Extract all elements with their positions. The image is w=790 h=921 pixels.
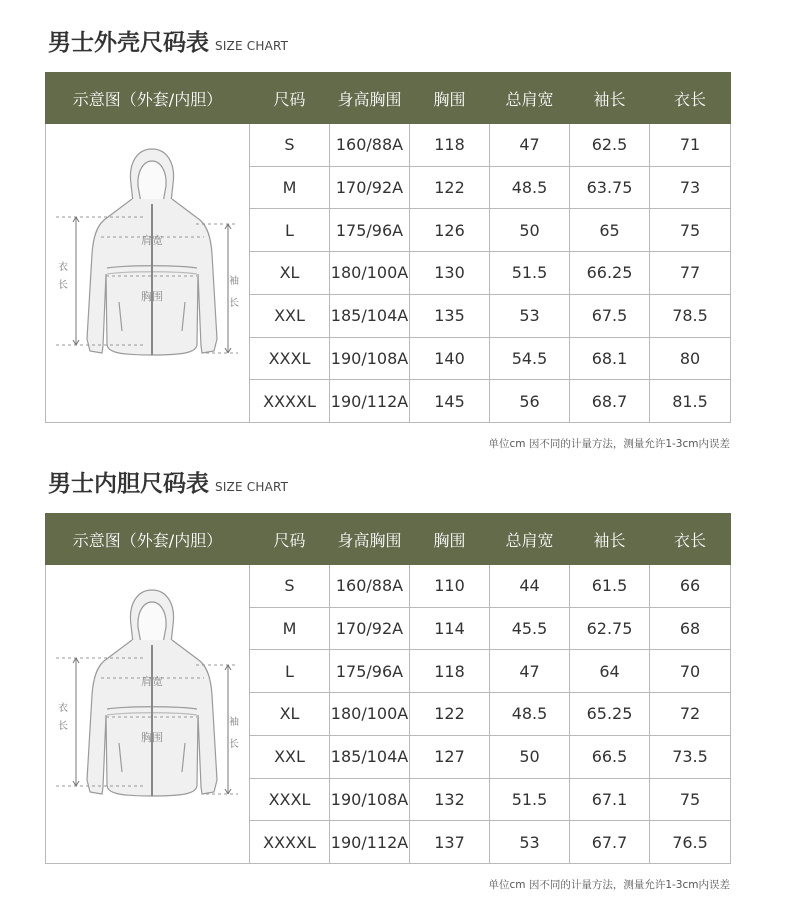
- cell-chest: 118: [410, 124, 490, 167]
- cell-size: XXL: [250, 735, 330, 778]
- cell-size: S: [250, 124, 330, 167]
- cell-sleeve: 66.5: [570, 735, 650, 778]
- shoulder-label: 肩宽: [141, 234, 163, 247]
- length-label-1: 衣: [58, 703, 68, 714]
- cell-shoulder: 45.5: [490, 607, 570, 650]
- cell-height-chest: 185/104A: [330, 294, 410, 337]
- cell-size: M: [250, 166, 330, 209]
- cell-size: XXXXL: [250, 380, 330, 423]
- cell-shoulder: 56: [490, 380, 570, 423]
- cell-shoulder: 50: [490, 735, 570, 778]
- cell-chest: 110: [410, 565, 490, 608]
- cell-sleeve: 61.5: [570, 565, 650, 608]
- cell-height-chest: 190/108A: [330, 778, 410, 821]
- cell-height-chest: 180/100A: [330, 693, 410, 736]
- cell-chest: 118: [410, 650, 490, 693]
- cell-sleeve: 64: [570, 650, 650, 693]
- sleeve-label-1: 袖: [229, 717, 239, 728]
- cell-chest: 122: [410, 166, 490, 209]
- cell-length: 81.5: [650, 380, 731, 423]
- length-label-2: 长: [58, 721, 68, 732]
- cell-chest: 114: [410, 607, 490, 650]
- section-title-text: 男士内胆尺码表: [48, 471, 209, 497]
- cell-chest: 132: [410, 778, 490, 821]
- jacket-diagram-icon: [46, 565, 250, 859]
- cell-size: M: [250, 607, 330, 650]
- jacket-diagram-cell: [46, 565, 250, 864]
- sleeve-label-2: 长: [229, 298, 239, 309]
- cell-size: XXXL: [250, 337, 330, 380]
- cell-shoulder: 53: [490, 294, 570, 337]
- cell-sleeve: 68.7: [570, 380, 650, 423]
- header-length: 衣长: [650, 514, 731, 565]
- cell-height-chest: 190/108A: [330, 337, 410, 380]
- cell-shoulder: 47: [490, 124, 570, 167]
- chest-label: 胸围: [141, 290, 163, 303]
- section-subtitle: SIZE CHART: [215, 39, 289, 53]
- cell-size: XXXXL: [250, 821, 330, 864]
- cell-shoulder: 54.5: [490, 337, 570, 380]
- section-title-text: 男士外壳尺码表: [48, 30, 209, 56]
- cell-size: XXL: [250, 294, 330, 337]
- cell-sleeve: 63.75: [570, 166, 650, 209]
- cell-shoulder: 51.5: [490, 252, 570, 295]
- cell-size: L: [250, 650, 330, 693]
- cell-length: 68: [650, 607, 731, 650]
- cell-length: 73.5: [650, 735, 731, 778]
- cell-sleeve: 62.5: [570, 124, 650, 167]
- cell-chest: 127: [410, 735, 490, 778]
- cell-chest: 137: [410, 821, 490, 864]
- cell-sleeve: 67.5: [570, 294, 650, 337]
- header-shoulder: 总肩宽: [490, 73, 570, 124]
- chest-label: 胸围: [141, 731, 163, 744]
- cell-shoulder: 51.5: [490, 778, 570, 821]
- header-sleeve: 袖长: [570, 73, 650, 124]
- cell-length: 80: [650, 337, 731, 380]
- cell-chest: 135: [410, 294, 490, 337]
- cell-sleeve: 67.7: [570, 821, 650, 864]
- cell-shoulder: 53: [490, 821, 570, 864]
- cell-length: 70: [650, 650, 731, 693]
- measurement-note: 单位cm 因不同的计量方法，测量允许1-3cm内误差: [488, 879, 730, 891]
- jacket-diagram-icon: [46, 124, 250, 418]
- header-size: 尺码: [250, 514, 330, 565]
- header-shoulder: 总肩宽: [490, 514, 570, 565]
- sleeve-label-2: 长: [229, 739, 239, 750]
- header-chest: 胸围: [410, 514, 490, 565]
- cell-sleeve: 65: [570, 209, 650, 252]
- cell-length: 76.5: [650, 821, 731, 864]
- header-diagram: 示意图（外套/内胆）: [46, 73, 250, 124]
- cell-sleeve: 67.1: [570, 778, 650, 821]
- length-label-1: 衣: [58, 262, 68, 273]
- header-sleeve: 袖长: [570, 514, 650, 565]
- cell-height-chest: 160/88A: [330, 124, 410, 167]
- cell-sleeve: 68.1: [570, 337, 650, 380]
- cell-length: 73: [650, 166, 731, 209]
- table-row: [46, 565, 731, 608]
- cell-height-chest: 160/88A: [330, 565, 410, 608]
- length-label-2: 长: [58, 280, 68, 291]
- cell-chest: 140: [410, 337, 490, 380]
- cell-height-chest: 170/92A: [330, 166, 410, 209]
- header-size: 尺码: [250, 73, 330, 124]
- cell-shoulder: 50: [490, 209, 570, 252]
- cell-length: 71: [650, 124, 731, 167]
- cell-size: XL: [250, 693, 330, 736]
- cell-size: XL: [250, 252, 330, 295]
- table-header-row: [46, 73, 731, 124]
- header-height-chest: 身高胸围: [330, 73, 410, 124]
- jacket-diagram-cell: [46, 124, 250, 423]
- cell-size: L: [250, 209, 330, 252]
- cell-chest: 126: [410, 209, 490, 252]
- cell-size: XXXL: [250, 778, 330, 821]
- size-table: [45, 72, 731, 423]
- cell-chest: 145: [410, 380, 490, 423]
- cell-height-chest: 190/112A: [330, 821, 410, 864]
- cell-sleeve: 66.25: [570, 252, 650, 295]
- header-diagram: 示意图（外套/内胆）: [46, 514, 250, 565]
- cell-sleeve: 65.25: [570, 693, 650, 736]
- header-chest: 胸围: [410, 73, 490, 124]
- cell-length: 66: [650, 565, 731, 608]
- cell-chest: 130: [410, 252, 490, 295]
- cell-length: 77: [650, 252, 731, 295]
- cell-chest: 122: [410, 693, 490, 736]
- cell-length: 72: [650, 693, 731, 736]
- cell-shoulder: 48.5: [490, 693, 570, 736]
- sleeve-label-1: 袖: [229, 276, 239, 287]
- cell-height-chest: 185/104A: [330, 735, 410, 778]
- cell-height-chest: 170/92A: [330, 607, 410, 650]
- section-title: [48, 465, 288, 498]
- cell-length: 75: [650, 209, 731, 252]
- table-row: [46, 124, 731, 167]
- table-header-row: [46, 514, 731, 565]
- measurement-note: 单位cm 因不同的计量方法，测量允许1-3cm内误差: [488, 438, 730, 450]
- section-subtitle: SIZE CHART: [215, 480, 289, 494]
- cell-shoulder: 47: [490, 650, 570, 693]
- cell-size: S: [250, 565, 330, 608]
- cell-length: 75: [650, 778, 731, 821]
- shoulder-label: 肩宽: [141, 675, 163, 688]
- cell-shoulder: 48.5: [490, 166, 570, 209]
- header-length: 衣长: [650, 73, 731, 124]
- cell-height-chest: 190/112A: [330, 380, 410, 423]
- cell-sleeve: 62.75: [570, 607, 650, 650]
- cell-length: 78.5: [650, 294, 731, 337]
- cell-shoulder: 44: [490, 565, 570, 608]
- size-table: [45, 513, 731, 864]
- cell-height-chest: 175/96A: [330, 650, 410, 693]
- header-height-chest: 身高胸围: [330, 514, 410, 565]
- section-title: [48, 24, 288, 57]
- cell-height-chest: 180/100A: [330, 252, 410, 295]
- cell-height-chest: 175/96A: [330, 209, 410, 252]
